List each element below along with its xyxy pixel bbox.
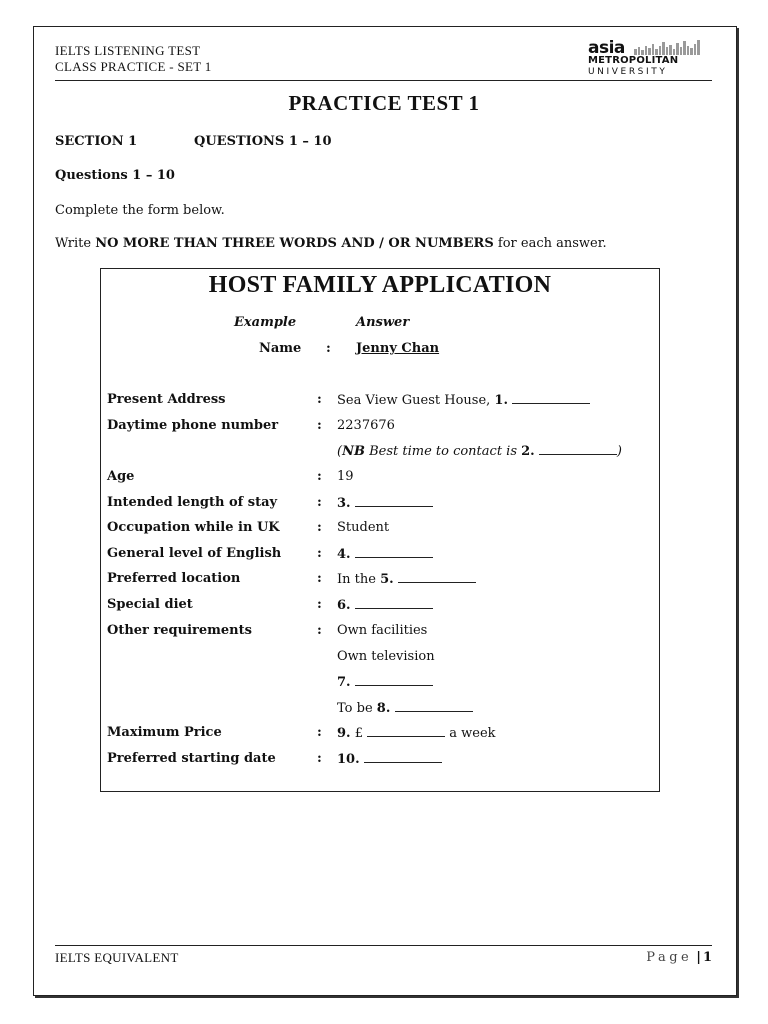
- field-value: 19: [337, 469, 354, 484]
- answer-blank-2[interactable]: [539, 443, 617, 455]
- answer-blank-8[interactable]: [395, 700, 473, 712]
- section-questions: QUESTIONS 1 – 10: [194, 134, 332, 149]
- field-value: [337, 495, 433, 511]
- page-label: Page: [646, 950, 693, 965]
- logo-asia-text: asia: [588, 38, 625, 58]
- questions-range: Questions 1 – 10: [55, 168, 175, 183]
- row-english-level: [101, 546, 659, 566]
- value-text: In the: [337, 572, 381, 587]
- field-label: Preferred location: [107, 571, 241, 586]
- field-value: [337, 674, 433, 690]
- field-label: Preferred starting date: [107, 751, 276, 766]
- field-label: Special diet: [107, 597, 193, 612]
- note-text: Best time to contact is: [364, 444, 522, 459]
- field-label: Age: [107, 469, 135, 484]
- question-number: 5.: [380, 572, 394, 587]
- logo-metropolitan-text: METROPOLITAN: [588, 55, 679, 66]
- answer-label: Answer: [356, 315, 410, 330]
- field-colon: :: [317, 469, 322, 484]
- answer-blank-1[interactable]: [512, 392, 590, 404]
- example-answer: Jenny Chan: [356, 341, 440, 356]
- page-separator: |: [696, 950, 701, 965]
- host-family-form: [100, 268, 660, 792]
- answer-blank-7[interactable]: [355, 674, 433, 686]
- question-number: 7.: [337, 675, 351, 690]
- field-colon: :: [317, 571, 322, 586]
- answer-blank-4[interactable]: [355, 546, 433, 558]
- field-value: [337, 597, 433, 613]
- header-set-name: CLASS PRACTICE - SET 1: [55, 59, 212, 74]
- row-daytime-phone: [101, 418, 659, 438]
- row-own-television: [101, 649, 659, 669]
- field-colon: :: [317, 546, 322, 561]
- instruction-complete-form: Complete the form below.: [55, 203, 225, 218]
- row-question-7: [101, 674, 659, 694]
- question-number: 4.: [337, 547, 351, 562]
- note-nb: NB: [342, 444, 365, 459]
- header-test-name: IELTS LISTENING TEST: [55, 43, 201, 58]
- answer-blank-5[interactable]: [398, 571, 476, 583]
- field-value: Student: [337, 520, 390, 535]
- row-contact-note: [101, 443, 659, 463]
- question-number: 8.: [376, 701, 391, 716]
- instruction-suffix: for each answer.: [493, 236, 607, 251]
- answer-blank-3[interactable]: [355, 495, 433, 507]
- field-colon: :: [317, 392, 322, 407]
- row-present-address: [101, 392, 659, 412]
- page-indicator: [560, 950, 712, 965]
- example-colon: :: [326, 341, 331, 356]
- field-label: Other requirements: [107, 623, 252, 638]
- field-colon: :: [317, 725, 322, 740]
- field-colon: :: [317, 495, 322, 510]
- field-colon: :: [317, 623, 322, 638]
- note-open: (: [337, 444, 343, 459]
- field-label: General level of English: [107, 546, 282, 561]
- field-value: Own television: [337, 649, 435, 664]
- field-label: Occupation while in UK: [107, 520, 280, 535]
- logo-university-text: UNIVERSITY: [588, 67, 668, 77]
- contact-note: [337, 443, 622, 459]
- row-preferred-location: [101, 571, 659, 591]
- row-maximum-price: [101, 725, 659, 745]
- example-field-name: Name: [259, 341, 302, 356]
- field-value: [337, 546, 433, 562]
- field-value: Own facilities: [337, 623, 428, 638]
- instruction-prefix: Write: [55, 236, 96, 251]
- example-label: Example: [234, 315, 297, 330]
- currency-symbol: £: [350, 726, 368, 741]
- field-value: [337, 392, 590, 408]
- field-value: [337, 725, 496, 741]
- page-number: 1: [702, 950, 712, 965]
- answer-blank-10[interactable]: [364, 751, 442, 763]
- field-value: [337, 700, 473, 716]
- question-number: 10.: [337, 752, 360, 767]
- field-label: Intended length of stay: [107, 495, 278, 510]
- page-title: PRACTICE TEST 1: [288, 91, 480, 115]
- row-occupation: [101, 520, 659, 540]
- footer-divider: [55, 945, 712, 946]
- row-other-requirements: [101, 623, 659, 643]
- value-text: To be: [337, 701, 377, 716]
- value-suffix: a week: [445, 726, 496, 741]
- section-heading: [55, 134, 332, 149]
- field-label: Present Address: [107, 392, 226, 407]
- field-colon: :: [317, 751, 322, 766]
- row-age: [101, 469, 659, 489]
- field-colon: :: [317, 597, 322, 612]
- header-divider: [55, 80, 712, 81]
- question-number: 1.: [494, 393, 508, 408]
- row-special-diet: [101, 597, 659, 617]
- university-logo: [586, 38, 704, 80]
- field-value: [337, 571, 476, 587]
- field-value: [337, 751, 442, 767]
- instruction-word-limit-bold: NO MORE THAN THREE WORDS AND / OR NUMBERS: [95, 236, 494, 251]
- question-number: 9.: [337, 726, 351, 741]
- skyline-icon: [634, 40, 700, 55]
- answer-blank-9[interactable]: [367, 725, 445, 737]
- row-length-of-stay: [101, 495, 659, 515]
- field-label: Maximum Price: [107, 725, 222, 740]
- note-close: ): [616, 444, 622, 459]
- row-question-8: [101, 700, 659, 720]
- answer-blank-6[interactable]: [355, 597, 433, 609]
- question-number: 6.: [337, 598, 351, 613]
- field-colon: :: [317, 520, 322, 535]
- instruction-word-limit: [55, 236, 607, 251]
- form-title: HOST FAMILY APPLICATION: [208, 272, 552, 298]
- question-number: 3.: [337, 496, 351, 511]
- row-starting-date: [101, 751, 659, 771]
- value-text: Sea View Guest House,: [337, 393, 495, 408]
- question-number: 2.: [521, 444, 535, 459]
- header-left: [55, 43, 212, 75]
- section-label: SECTION 1: [55, 134, 138, 149]
- field-label: Daytime phone number: [107, 418, 279, 433]
- field-value: 2237676: [337, 418, 395, 433]
- footer-label: IELTS EQUIVALENT: [55, 950, 179, 965]
- field-colon: :: [317, 418, 322, 433]
